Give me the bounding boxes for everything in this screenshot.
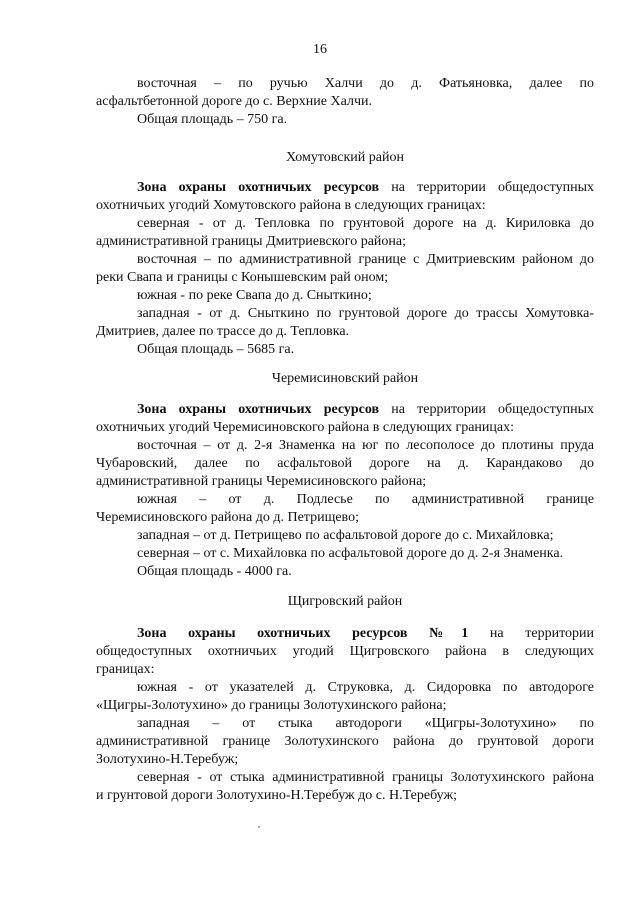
text-line: Чубаровский, далее по асфальтовой дороге на д. Карандаково до [96,456,594,471]
text-line: Черемисиновского района до д. Петрищево; [96,510,359,525]
text-line: южная - от указателей д. Струковка, д. Сидоровка по автодороге [137,680,594,695]
text-line: западная - от д. Сныткино по грунтовой дороге до трассы Хомутовка- [137,306,594,321]
text-line: восточная – от д. 2-я Знаменка на юг по лесополосе до плотины пруда [137,438,594,453]
text-line: границах: [96,662,155,677]
text-line: Дмитриев, далее по трассе до д. Тепловка. [96,324,350,339]
text-line: северная - от стыка административной границы Золотухинского района [137,770,594,785]
text-line: восточная – по ручью Халчи до д. Фатьяновка, далее по [137,76,594,91]
text-line [137,625,594,643]
text-line: Золотухино-Н.Теребуж; [96,752,239,767]
section-heading: Щигровский район [287,594,403,609]
text-fragment: на территории общедоступных [379,180,594,195]
text-line: Общая площадь – 750 га. [137,112,288,127]
text-line: южная – от д. Подлесье по административной границе [137,492,594,507]
text-line: восточная – по административной границе с Дмитриевским районом до [137,252,594,267]
zone-title: Зона охраны охотничьих ресурсов [137,402,380,417]
text-line: северная – от с. Михайловка по асфальтовой дороге до д. 2-я Знаменка. [137,546,564,561]
text-line: западная – от стыка автодороги «Щигры-Золотухино» по [137,716,594,731]
text-line: административной границы Дмитриевского района; [96,234,406,249]
text-line: западная – от д. Петрищево по асфальтовой дороге до с. Михайловка; [137,528,554,543]
zone-title: Зона охраны охотничьих ресурсов [137,180,380,195]
text-line: охотничьих угодий Хомутовского района в следующих границах: [96,198,486,213]
section-heading: Черемисиновский район [271,371,419,386]
text-line: административной границы Черемисиновского района; [96,474,427,489]
zone-title: Зона охраны охотничьих ресурсов №1 [137,626,469,641]
text-line: и грунтовой дороги Золотухино-Н.Теребуж до с. Н.Теребуж; [96,788,458,803]
text-line: асфальтбетонной дороге до с. Верхние Халчи. [96,94,372,109]
text-line: Общая площадь – 5685 га. [137,342,295,357]
text-line: реки Свапа и границы с Конышевским рай оном; [96,270,389,285]
text-line: южная - по реке Свапа до д. Сныткино; [137,288,372,303]
page-number: 16 [313,42,327,57]
text-fragment: на территории [468,626,594,641]
text-fragment: на территории общедоступных [379,402,594,417]
text-line: общедоступных охотничьих угодий Щигровского района в следующих [96,644,594,659]
text-line [137,179,594,197]
text-line: охотничьих угодий Черемисиновского района в следующих границах: [96,420,514,435]
scan-speck [258,826,260,828]
text-line [137,401,594,419]
text-line: Общая площадь - 4000 га. [137,564,292,579]
section-heading: Хомутовский район [286,150,404,165]
text-line: «Щигры-Золотухино» до границы Золотухинского района; [96,698,447,713]
text-line: северная - от д. Тепловка по грунтовой дороге на д. Кириловка до [137,216,594,231]
text-line: административной границе Золотухинского района до грунтовой дороги [96,734,594,749]
